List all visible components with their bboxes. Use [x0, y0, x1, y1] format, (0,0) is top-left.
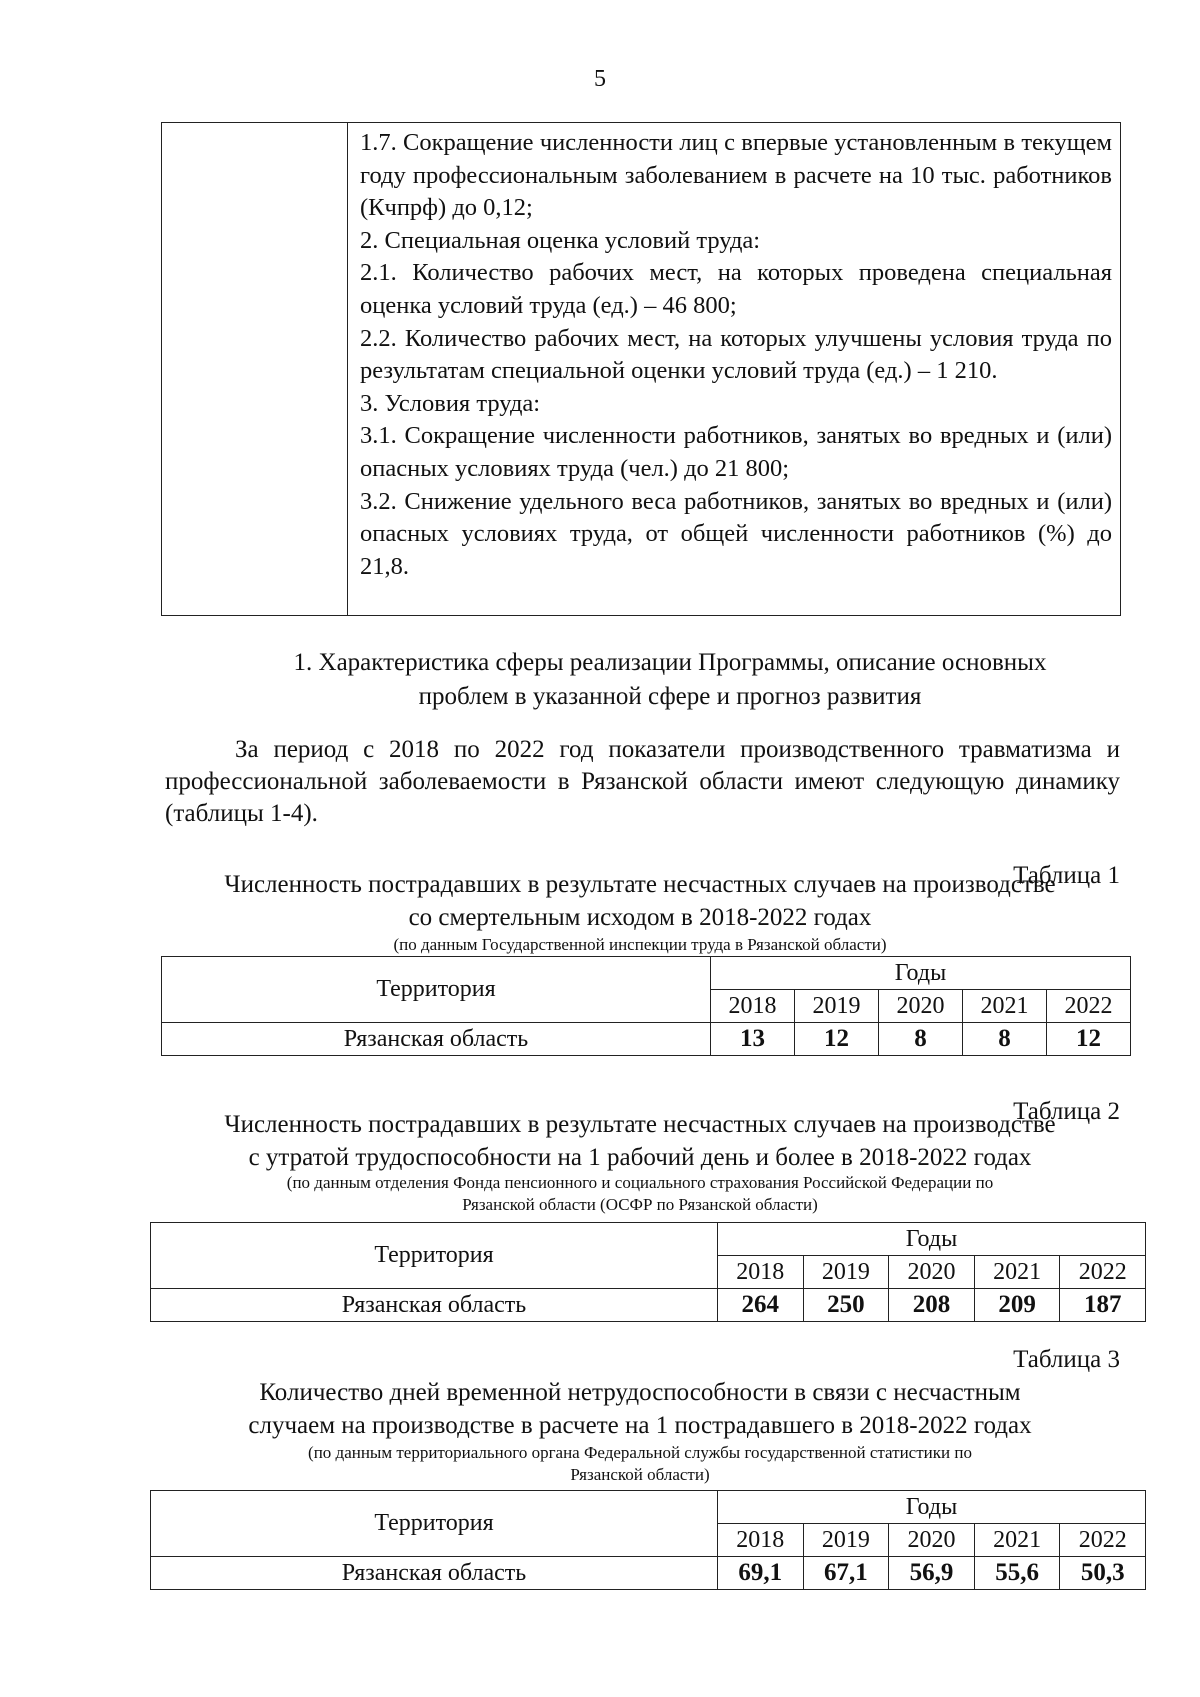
table-3-territory-header: Территория	[151, 1491, 718, 1557]
table-1-value-cell: 8	[963, 1023, 1047, 1056]
table-1-year-cell: 2019	[795, 990, 879, 1023]
table-3-year-cell: 2021	[974, 1524, 1060, 1557]
table-1-year-cell: 2021	[963, 990, 1047, 1023]
table-3-year-cell: 2020	[889, 1524, 975, 1557]
table-2-title-line: с утратой трудоспособности на 1 рабочий день и более в 2018-2022 годах	[248, 1144, 1032, 1171]
table-2-source-line: Рязанской области (ОСФР по Рязанской области)	[462, 1195, 818, 1214]
table-3-years-header: Годы	[718, 1491, 1146, 1524]
table-2-caption: Таблица 2	[1013, 1098, 1120, 1125]
intro-paragraph: За период с 2018 по 2022 год показатели производственного травматизма и профессиональной заболеваемости в Рязанской области имеют следующую динамику (таблицы 1-4).	[165, 736, 1120, 827]
table-1-row-label: Рязанская область	[162, 1023, 711, 1056]
table-3-source-line: Рязанской области)	[570, 1465, 710, 1484]
table-1-title-line: Численность пострадавших в результате несчастных случаев на производстве	[224, 871, 1056, 898]
table-2-value-cell: 187	[1060, 1289, 1146, 1322]
table-2-title-line: Численность пострадавших в результате несчастных случаев на производстве	[224, 1111, 1056, 1138]
goal-item: 3.1. Сокращение численности работников, занятых во вредных и (или) опасных условиях труда (чел.) до 21 800;	[360, 422, 1112, 482]
section-heading	[220, 646, 1120, 714]
table-2-year-cell: 2021	[974, 1256, 1060, 1289]
table-2-year-cell: 2020	[889, 1256, 975, 1289]
table-3-value-cell: 50,3	[1060, 1557, 1146, 1590]
table-2-value-cell: 208	[889, 1289, 975, 1322]
table-3-value-cell: 56,9	[889, 1557, 975, 1590]
table-3-source	[160, 1442, 1120, 1486]
table-3	[150, 1490, 1146, 1590]
table-2-value-cell: 209	[974, 1289, 1060, 1322]
table-1-value-cell: 8	[879, 1023, 963, 1056]
table-3-year-cell: 2022	[1060, 1524, 1146, 1557]
table-2-source	[160, 1172, 1120, 1216]
table-3-row-label: Рязанская область	[151, 1557, 718, 1590]
section-heading-line: проблем в указанной сфере и прогноз развития	[418, 683, 922, 710]
goal-item: 3.2. Снижение удельного веса работников, занятых во вредных и (или) опасных условиях труда, от общей численности работников (%) до 21,8.	[360, 487, 1112, 580]
section-heading-line: 1. Характеристика сферы реализации Программы, описание основных	[293, 649, 1047, 676]
table-2-value-cell: 264	[718, 1289, 804, 1322]
goals-block-content	[360, 127, 1112, 583]
table-1-value-cell: 12	[795, 1023, 879, 1056]
goals-block-label-cell	[162, 123, 348, 615]
table-3-caption: Таблица 3	[1013, 1346, 1120, 1373]
table-1-value-cell: 12	[1047, 1023, 1131, 1056]
goal-item: 2.2. Количество рабочих мест, на которых улучшены условия труда по результатам специальной оценки условий труда (ед.) – 1 210.	[360, 324, 1112, 385]
goal-item: 2. Специальная оценка условий труда:	[360, 226, 761, 254]
goals-block	[161, 122, 1121, 616]
table-1-title-line: со смертельным исходом в 2018-2022 годах	[408, 904, 872, 931]
table-1-year-cell: 2022	[1047, 990, 1131, 1023]
table-1-year-cell: 2020	[879, 990, 963, 1023]
table-3-year-cell: 2018	[718, 1524, 804, 1557]
table-2-value-cell: 250	[803, 1289, 889, 1322]
table-3-source-line: (по данным территориального органа Федеральной службы государственной статистики по	[308, 1443, 972, 1462]
table-3-value-cell: 55,6	[974, 1557, 1060, 1590]
table-1-source-line: (по данным Государственной инспекции труда в Рязанской области)	[393, 935, 887, 954]
table-2-year-cell: 2022	[1060, 1256, 1146, 1289]
table-1-source	[160, 934, 1120, 956]
table-1-years-header: Годы	[711, 957, 1131, 990]
goal-item: 3. Условия труда:	[360, 389, 541, 417]
page-number: 5	[594, 66, 606, 92]
table-1-value-cell: 13	[711, 1023, 795, 1056]
table-2-title	[150, 1108, 1130, 1174]
table-1-title	[150, 868, 1130, 934]
table-1	[161, 956, 1131, 1056]
goal-item: 1.7. Сокращение численности лиц с впервые установленным в текущем году профессиональным заболеванием в расчете на 10 тыс. работников (Кчпрф) до 0,12;	[360, 129, 1112, 222]
table-3-title-line: Количество дней временной нетрудоспособности в связи с несчастным	[259, 1379, 1021, 1406]
table-1-year-cell: 2018	[711, 990, 795, 1023]
table-2	[150, 1222, 1146, 1322]
table-2-row-label: Рязанская область	[151, 1289, 718, 1322]
table-2-years-header: Годы	[718, 1223, 1146, 1256]
table-2-territory-header: Территория	[151, 1223, 718, 1289]
goal-item: 2.1. Количество рабочих мест, на которых проведена специальная оценка условий труда (ед.) – 46 800;	[360, 259, 1112, 319]
table-3-title	[150, 1376, 1130, 1442]
table-3-value-cell: 67,1	[803, 1557, 889, 1590]
table-1-territory-header: Территория	[162, 957, 711, 1023]
table-3-value-cell: 69,1	[718, 1557, 804, 1590]
table-1-caption: Таблица 1	[1013, 862, 1120, 889]
table-2-year-cell: 2018	[718, 1256, 804, 1289]
table-2-year-cell: 2019	[803, 1256, 889, 1289]
table-3-title-line: случаем на производстве в расчете на 1 пострадавшего в 2018-2022 годах	[248, 1412, 1032, 1439]
table-2-source-line: (по данным отделения Фонда пенсионного и социального страхования Российской Федерации по	[286, 1173, 994, 1192]
table-3-year-cell: 2019	[803, 1524, 889, 1557]
